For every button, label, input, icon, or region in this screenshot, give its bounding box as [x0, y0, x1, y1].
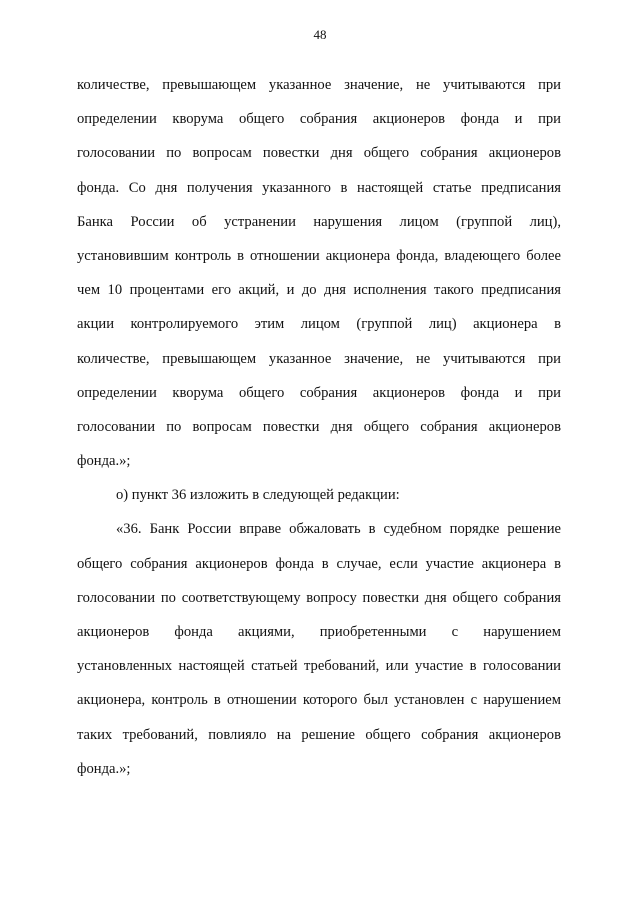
text-line: определении кворума общего собрания акционеров фонда и при [77, 384, 561, 401]
text-line: голосовании по соответствующему вопросу повестки дня общего собрания [77, 589, 561, 606]
text-line: общего собрания акционеров фонда в случае, если участие акционера в [77, 555, 561, 572]
text-line: чем 10 процентами его акций, и до дня исполнения такого предписания [77, 282, 561, 299]
text-line: о) пункт 36 изложить в следующей редакции: [116, 487, 400, 504]
text-line: определении кворума общего собрания акционеров фонда и при [77, 111, 561, 128]
document-body [77, 68, 561, 786]
text-line: акции контролируемого этим лицом (группой лиц) акционера в [77, 316, 561, 333]
text-line: количестве, превышающем указанное значение, не учитываются при [77, 77, 561, 93]
text-line: фонда. Со дня получения указанного в настоящей статье предписания [77, 179, 561, 196]
page-number: 48 [313, 27, 327, 42]
text-line: голосовании по вопросам повестки дня общего собрания акционеров [77, 145, 561, 162]
text-line: акционера, контроль в отношении которого был установлен с нарушением [77, 692, 561, 709]
text-line: фонда.»; [77, 760, 131, 777]
text-line: «36. Банк России вправе обжаловать в судебном порядке решение [116, 521, 561, 538]
text-line: акционеров фонда акциями, приобретенными с нарушением [77, 624, 561, 640]
text-line: фонда.»; [77, 453, 131, 470]
text-line: количестве, превышающем указанное значение, не учитываются при [77, 350, 561, 367]
text-line: установленных настоящей статьей требований, или участие в голосовании [77, 658, 561, 675]
text-line: установившим контроль в отношении акционера фонда, владеющего более [77, 247, 561, 264]
text-line: таких требований, повлияло на решение общего собрания акционеров [77, 726, 561, 743]
text-line: Банка России об устранении нарушения лицом (группой лиц), [77, 213, 561, 230]
text-line: голосовании по вопросам повестки дня общего собрания акционеров [77, 418, 561, 435]
